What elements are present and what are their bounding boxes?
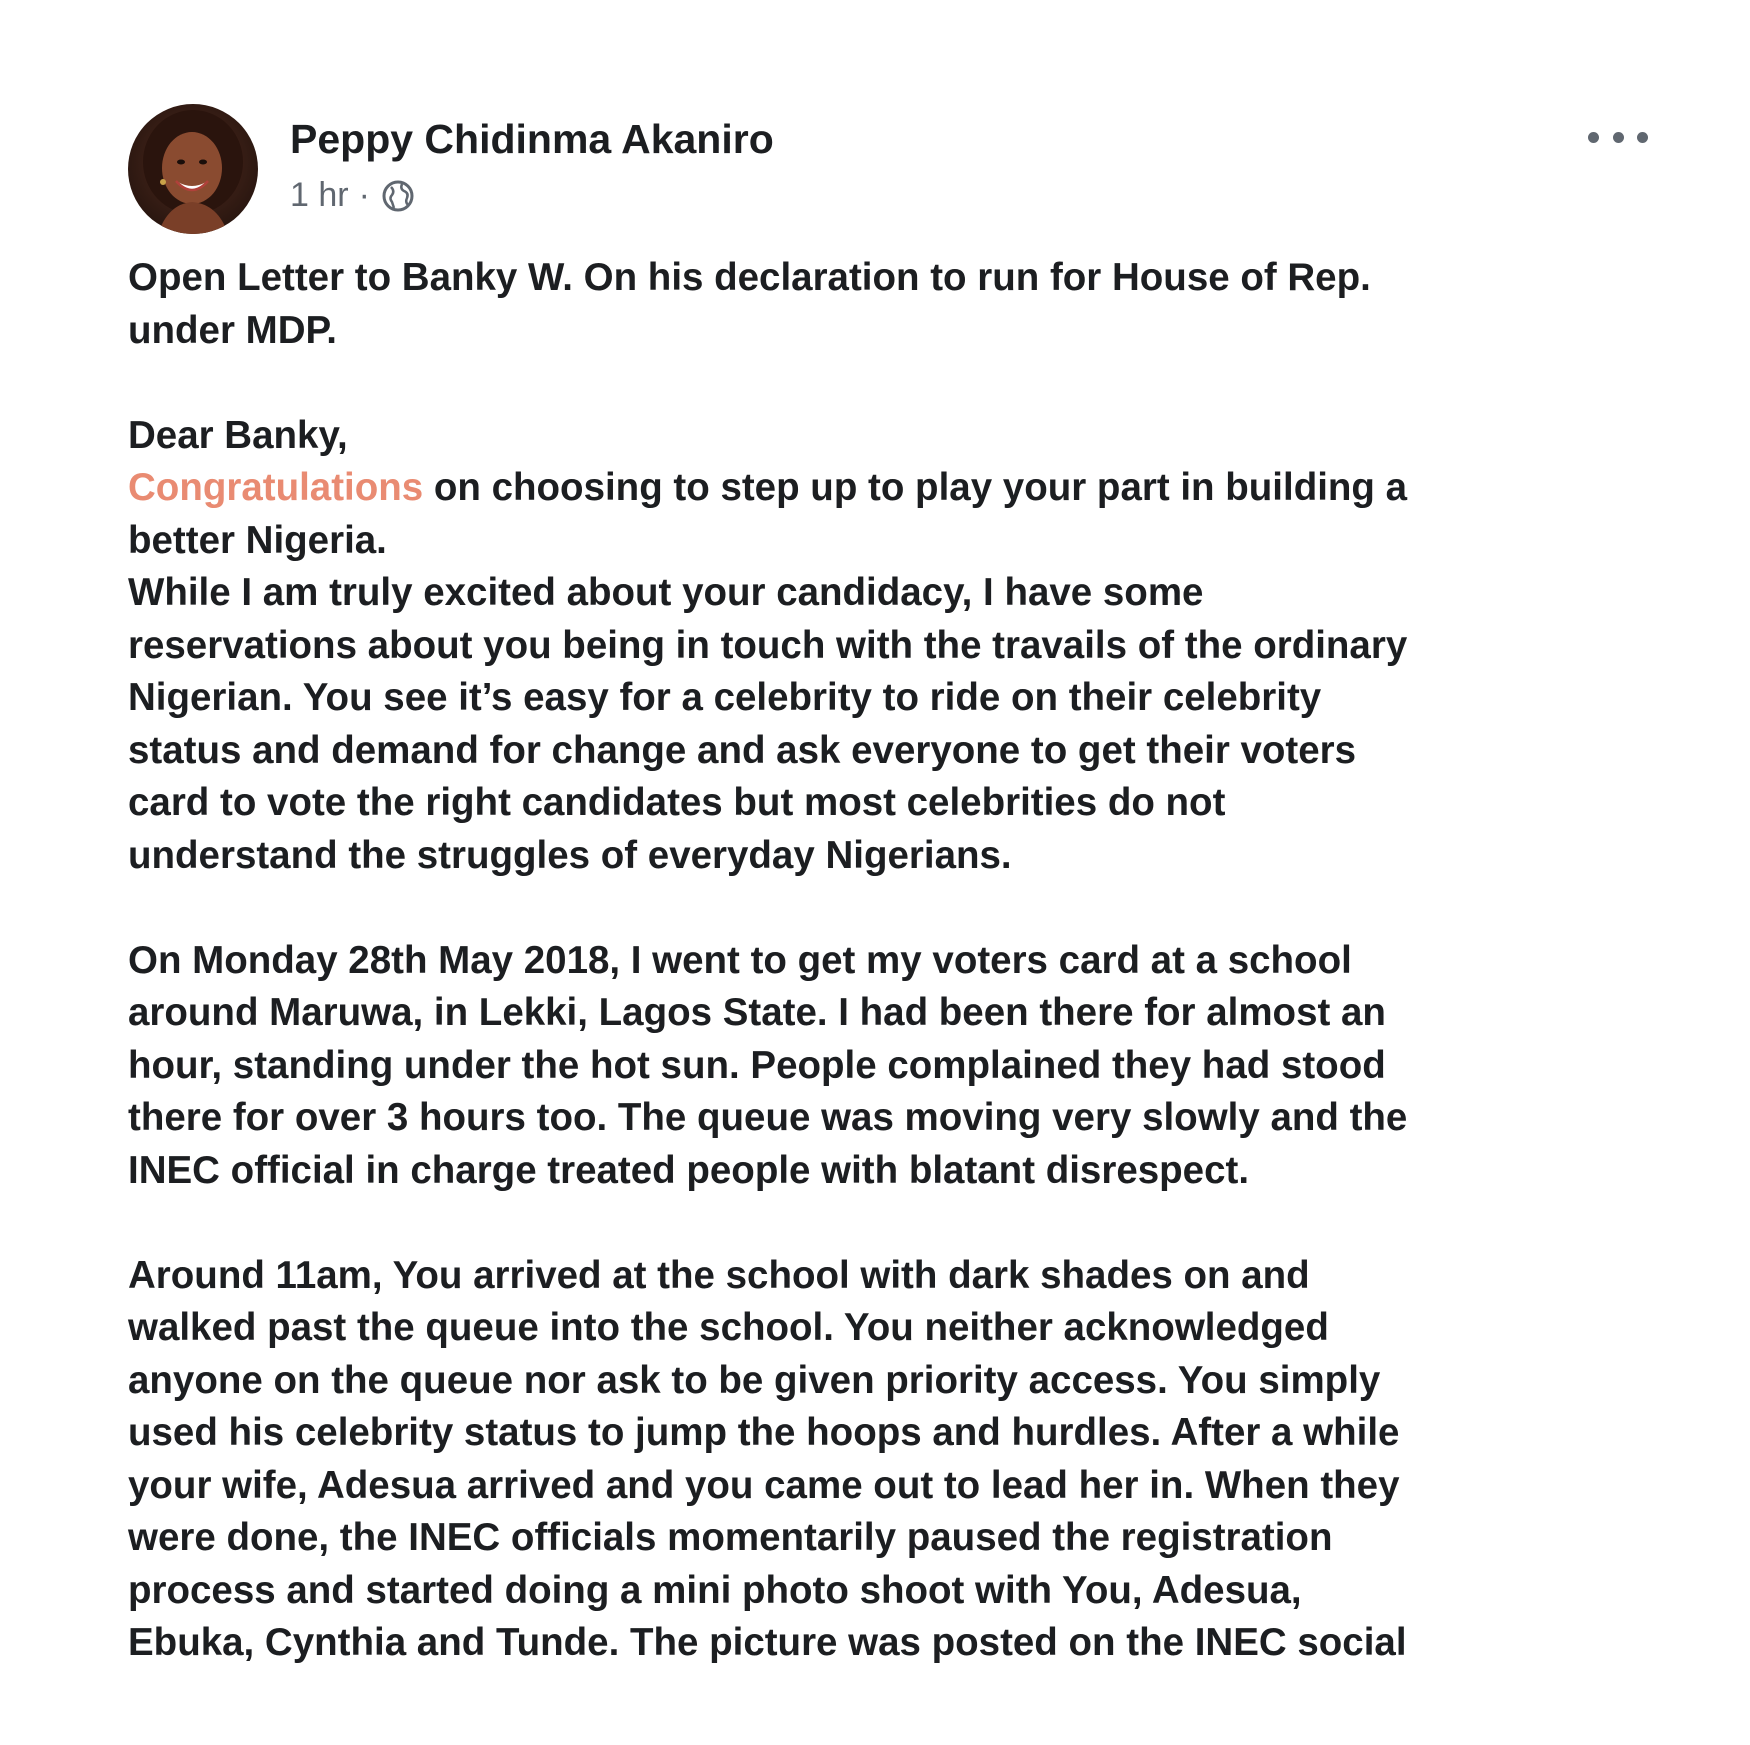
- line-text: on choosing to step up to play your part in building a: [423, 466, 1408, 509]
- post-line: around Maruwa, in Lekki, Lagos State. I had been there for almost an: [128, 991, 1386, 1034]
- post-time[interactable]: 1 hr: [290, 176, 349, 214]
- post-line: there for over 3 hours too. The queue was moving very slowly and the: [128, 1096, 1408, 1139]
- post-line: understand the struggles of everyday Nigerians.: [128, 833, 1012, 877]
- paragraph-break: [128, 882, 1648, 935]
- post-meta: [290, 176, 416, 215]
- post-line: better Nigeria.: [128, 518, 387, 562]
- post-line: INEC official in charge treated people with blatant disrespect.: [128, 1148, 1250, 1192]
- meta-separator: ·: [358, 176, 370, 214]
- globe-icon[interactable]: [380, 178, 416, 214]
- paragraph-break: [128, 357, 1648, 410]
- post-line: Around 11am, You arrived at the school with dark shades on and: [128, 1253, 1310, 1297]
- post-line: walked past the queue into the school. You neither acknowledged: [128, 1306, 1329, 1349]
- post-line: hour, standing under the hot sun. People complained they had stood: [128, 1043, 1386, 1087]
- post-line: your wife, Adesua arrived and you came out to lead her in. When they: [128, 1463, 1400, 1507]
- post-line: Nigerian. You see it’s easy for a celebrity to ride on their celebrity: [128, 676, 1322, 719]
- post-line: process and started doing a mini photo shoot with You, Adesua,: [128, 1568, 1302, 1612]
- post-line: [128, 462, 1648, 515]
- post-line: Ebuka, Cynthia and Tunde. The picture was posted on the INEC social: [128, 1621, 1407, 1664]
- post-header: [128, 104, 1648, 240]
- post-line: card to vote the right candidates but most celebrities do not: [128, 781, 1226, 824]
- more-dot-icon: [1637, 132, 1648, 143]
- post-line: On Monday 28th May 2018, I went to get my voters card at a school: [128, 938, 1352, 982]
- post-line: status and demand for change and ask everyone to get their voters: [128, 728, 1357, 772]
- avatar-image: [128, 104, 258, 234]
- post-line: were done, the INEC officials momentarily paused the registration: [128, 1516, 1333, 1559]
- post-line: under MDP.: [128, 308, 337, 352]
- post-line: Open Letter to Banky W. On his declaration to run for House of Rep.: [128, 256, 1371, 299]
- post-line: While I am truly excited about your candidacy, I have some: [128, 571, 1204, 614]
- paragraph-break: [128, 1197, 1648, 1250]
- post-line: used his celebrity status to jump the hoops and hurdles. After a while: [128, 1411, 1400, 1454]
- author-name[interactable]: Peppy Chidinma Akaniro: [290, 116, 774, 162]
- post-text: [128, 252, 1648, 1670]
- post-line: anyone on the queue nor ask to be given priority access. You simply: [128, 1358, 1381, 1402]
- post-line: reservations about you being in touch with the travails of the ordinary: [128, 623, 1408, 667]
- author-avatar[interactable]: [128, 104, 258, 234]
- post-line: Dear Banky,: [128, 413, 348, 457]
- more-dot-icon: [1613, 132, 1624, 143]
- highlighted-word: Congratulations: [128, 466, 424, 509]
- more-dot-icon: [1588, 132, 1599, 143]
- more-options-button[interactable]: [1588, 122, 1648, 152]
